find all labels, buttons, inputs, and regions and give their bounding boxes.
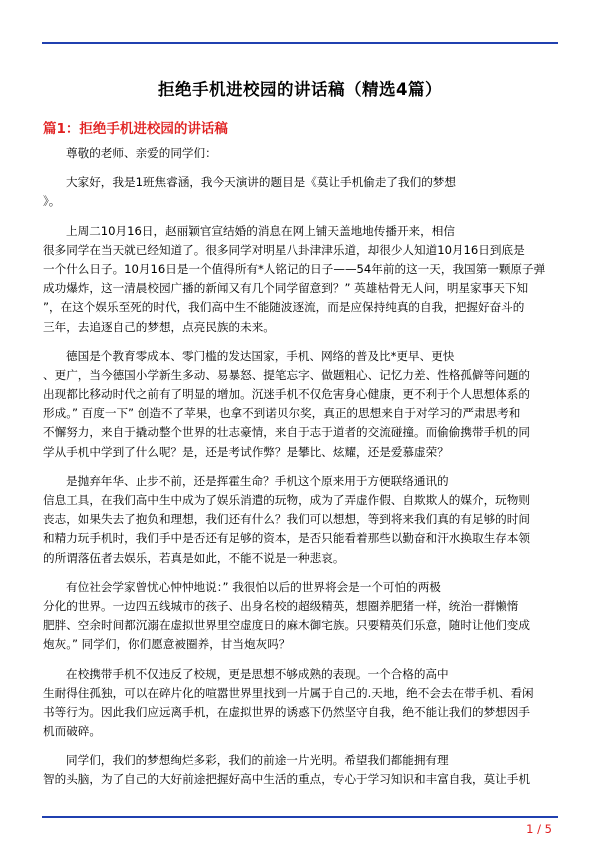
paragraph-line: 一个什么日子。10月16日是一个值得所有*人铭记的日子——54年前的这一天，我国第一颗原子弹: [43, 261, 546, 276]
paragraph-gap: [43, 462, 563, 472]
paragraph-gap: [43, 163, 563, 173]
paragraph-line: 丧志，如果失去了抱负和理想，我们还有什么？我们可以想想，等到将来我们真的有足够的时间: [43, 512, 530, 527]
footer-rule: [42, 816, 558, 818]
paragraph-line: 智的头脑，为了自己的大好前途把握好高中生活的重点，专心于学习知识和丰富自我，莫让手机: [43, 772, 530, 787]
paragraph-line: 书等行为。因此我们应远离手机，在虚拟世界的诱惑下仍然坚守自我，绝不能让我们的梦想因手: [43, 704, 530, 719]
paragraph-line: 出现都比移动时代之前有了明显的增加。沉迷手机不仅危害身心健康，更不利于个人思想体系的: [43, 387, 530, 402]
paragraph-line: 是抛弃年华、止步不前，还是挥霍生命？手机这个原来用于方便联络通讯的: [66, 473, 449, 488]
paragraph-line: 有位社会学家曾忧心忡忡地说：” 我很怕以后的世界将会是一个可怕的两极: [66, 579, 441, 594]
paragraph-line: 在校携带手机不仅违反了校规，更是思想不够成熟的表现。一个合格的高中: [66, 666, 449, 681]
paragraph-line: 分化的世界。一边四五线城市的孩子、出身名校的超级精英，想圈养肥猪一样，统治一群懒惰: [43, 598, 519, 613]
paragraph-gap: [43, 212, 563, 222]
paragraph-line: 机而破碎。: [43, 724, 101, 739]
paragraph-line: 》。: [43, 194, 61, 209]
paragraph-line: 德国是个教育零成本、零门槛的发达国家，手机、网络的普及比*更早、更快: [66, 348, 455, 363]
paragraph-gap: [43, 337, 563, 347]
paragraph-line: 学从手机中学到了什么呢？是，还是考试作弊？是攀比、炫耀，还是爱慕虚荣？: [43, 444, 449, 459]
paragraph-line: 肥胖、空余时间都沉溺在虚拟世界里空虚度日的麻木御宅族。只要精英们乐意，随时让他们变成: [43, 618, 530, 633]
paragraph-line: 生耐得住孤独，可以在碎片化的喧嚣世界里找到一片属于自己的.天地，绝不会去在带手机、看闲: [43, 685, 534, 700]
paragraph-line: 很多同学在当天就已经知道了。很多同学对明星八卦津津乐道，却很少人知道10月16日到底是: [43, 242, 525, 257]
paragraph-gap: [43, 741, 563, 751]
paragraph-line: 炮灰。” 同学们，你们愿意被圈养，甘当炮灰吗？: [43, 637, 291, 652]
paragraph-line: 形成。” 百度一下” 创造不了苹果，也拿不到诺贝尔奖，真正的思想来自于对学习的严肃思考和: [43, 406, 521, 421]
paragraph-line: 和精力玩手机时，我们手中是否还有足够的资本，是否只能看着那些以勤奋和汗水换取生存本领: [43, 531, 530, 546]
paragraph-line: 三年，去追逐自己的梦想，点亮民族的未来。: [43, 319, 275, 334]
paragraph-line: 上周二10月16日，赵丽颖官宣结婚的消息在网上铺天盖地地传播开来，相信: [66, 223, 455, 238]
document-body: [43, 144, 563, 790]
section-heading: 篇1：拒绝手机进校园的讲话稿: [43, 121, 228, 137]
paragraph-gap: [43, 568, 563, 578]
paragraph-line: 同学们，我们的梦想绚烂多彩，我们的前途一片光明。希望我们都能拥有理: [66, 753, 449, 768]
header-rule: [42, 42, 558, 44]
paragraph-line: 信息工具，在我们高中生中成为了娱乐消遣的玩物，成为了弄虚作假、自欺欺人的媒介，玩物则: [43, 493, 530, 507]
paragraph-line: 的所谓落伍者去娱乐，若真是如此，不能不说是一种悲哀。: [43, 550, 345, 565]
paragraph-line: 、更广，当今德国小学新生多动、易暴怒、提笔忘字、做题粗心、记忆力差、性格孤僻等问题的: [43, 367, 530, 382]
paragraph-line: 尊敬的老师、亲爱的同学们：: [66, 146, 217, 160]
page-number: 1 / 5: [526, 822, 552, 836]
paragraph-line: 不懈努力，来自于撬动整个世界的壮志豪情，来自于志于道者的交流碰撞。而偷偷携带手机的同: [43, 425, 530, 440]
paragraph-line: 大家好，我是1班焦睿涵，我今天演讲的题目是《莫让手机偷走了我们的梦想: [66, 175, 456, 190]
paragraph-line: ”，在这个娱乐至死的时代，我们高中生不能随波逐流，而是应保持纯真的自我，把握好奋斗的: [43, 300, 525, 315]
paragraph-line: 成功爆炸，这一清晨校园广播的新闻又有几个同学留意到？” 英雄枯骨无人问，明星家事天下知: [43, 281, 529, 296]
document-title: 拒绝手机进校园的讲话稿（精选4篇）: [158, 80, 442, 99]
paragraph-gap: [43, 655, 563, 665]
